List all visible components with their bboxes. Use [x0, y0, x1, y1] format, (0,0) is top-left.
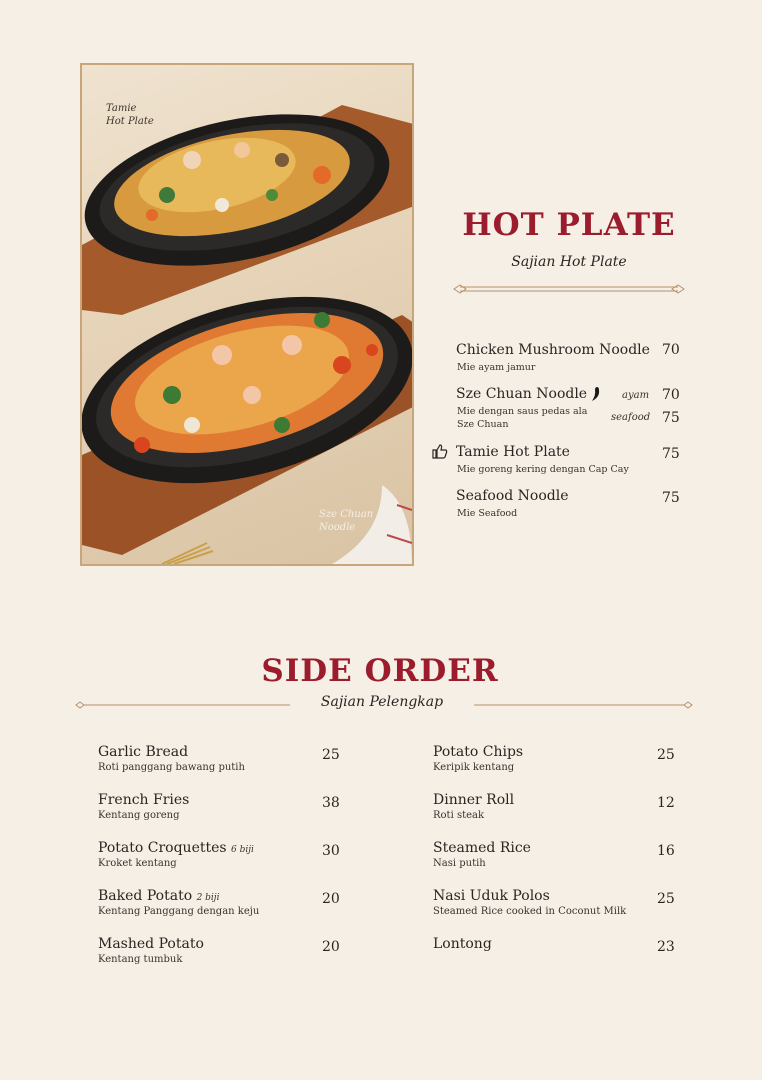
photo-caption-tamie: [106, 102, 154, 128]
hot-plate-subtitle: Sajian Hot Plate: [511, 254, 627, 270]
photo-caption-sze-chuan: [319, 508, 373, 534]
item-name: Steamed Rice: [433, 840, 531, 856]
hot-plate-dishes-illustration: [82, 65, 412, 564]
menu-item-name: Chicken Mushroom Noodle: [456, 342, 650, 358]
item-desc: Roti steak: [433, 810, 485, 821]
menu-item-desc: Mie goreng kering dengan Cap Cay: [457, 464, 629, 475]
item-desc: Nasi putih: [433, 858, 486, 869]
item-name: Lontong: [433, 936, 492, 952]
menu-item-desc: [457, 405, 587, 431]
item-desc: Kentang tumbuk: [98, 954, 183, 965]
side-order-item: [433, 888, 626, 917]
photo-caption-line: Tamie: [106, 103, 137, 114]
item-desc: Steamed Rice cooked in Coconut Milk: [433, 906, 627, 917]
menu-item-name: Tamie Hot Plate: [456, 444, 570, 460]
item-price: 12: [657, 795, 675, 811]
side-order-subtitle: Sajian Pelengkap: [320, 694, 444, 710]
photo-caption-line: Hot Plate: [106, 116, 154, 127]
item-price: 16: [657, 843, 675, 859]
item-name-row: [98, 840, 254, 856]
item-price: 38: [322, 795, 340, 811]
menu-item-price: 75: [662, 446, 680, 462]
desc-line: Mie dengan saus pedas ala: [457, 406, 588, 417]
item-name: Dinner Roll: [433, 792, 515, 808]
menu-item-name: Sze Chuan Noodle: [456, 386, 588, 402]
item-desc: Kentang goreng: [98, 810, 180, 821]
item-name: Mashed Potato: [98, 936, 204, 952]
side-order-item: [433, 936, 492, 952]
menu-item-price: 70: [662, 342, 680, 358]
item-desc: Keripik kentang: [433, 762, 515, 773]
item-name: Potato Chips: [433, 744, 524, 760]
photo-caption-line: Sze Chuan: [319, 509, 374, 520]
item-price: 20: [322, 939, 340, 955]
item-price: 25: [657, 747, 675, 763]
item-name: Potato Croquettes: [98, 840, 227, 856]
item-price: 23: [657, 939, 675, 955]
item-name: Garlic Bread: [98, 744, 189, 760]
side-order-item: [98, 936, 204, 965]
item-name: Nasi Uduk Polos: [433, 888, 550, 904]
variant-label: ayam: [622, 390, 650, 401]
item-price: 20: [322, 891, 340, 907]
side-order-item: [98, 792, 189, 821]
side-order-item: [433, 840, 531, 869]
item-note: 6 biji: [231, 845, 254, 855]
chili-icon: [590, 386, 602, 402]
item-desc: Kentang Panggang dengan keju: [98, 906, 260, 917]
side-order-item: [433, 792, 514, 821]
side-order-item: [98, 840, 254, 869]
photo-caption-line: Noodle: [319, 522, 356, 533]
thumbs-up-icon: [432, 444, 448, 459]
menu-item-price: 70: [662, 387, 680, 403]
side-order-item: [98, 744, 245, 773]
variant-label: seafood: [611, 412, 651, 423]
item-name-row: [98, 888, 259, 904]
item-price: 25: [322, 747, 340, 763]
hot-plate-title: HOT PLATE: [462, 207, 676, 243]
item-desc: Kroket kentang: [98, 858, 177, 869]
item-note: 2 biji: [196, 893, 220, 903]
item-name: Baked Potato: [98, 888, 193, 904]
food-photo: [80, 63, 414, 566]
menu-item-desc: Mie ayam jamur: [457, 362, 536, 373]
desc-line: Sze Chuan: [457, 419, 509, 430]
menu-item-desc: Mie Seafood: [457, 508, 518, 519]
item-name: French Fries: [98, 792, 190, 808]
side-order-item: [98, 888, 259, 917]
ornament-line-right: [472, 699, 696, 711]
menu-item-price: 75: [662, 410, 680, 426]
item-price: 25: [657, 891, 675, 907]
side-order-item: [433, 744, 523, 773]
ornament-divider: [452, 283, 686, 295]
menu-item-name: Seafood Noodle: [456, 488, 569, 504]
item-price: 30: [322, 843, 340, 859]
menu-item-price: 75: [662, 490, 680, 506]
side-order-title: SIDE ORDER: [261, 653, 499, 689]
ornament-line-left: [74, 699, 292, 711]
item-desc: Roti panggang bawang putih: [98, 762, 245, 773]
